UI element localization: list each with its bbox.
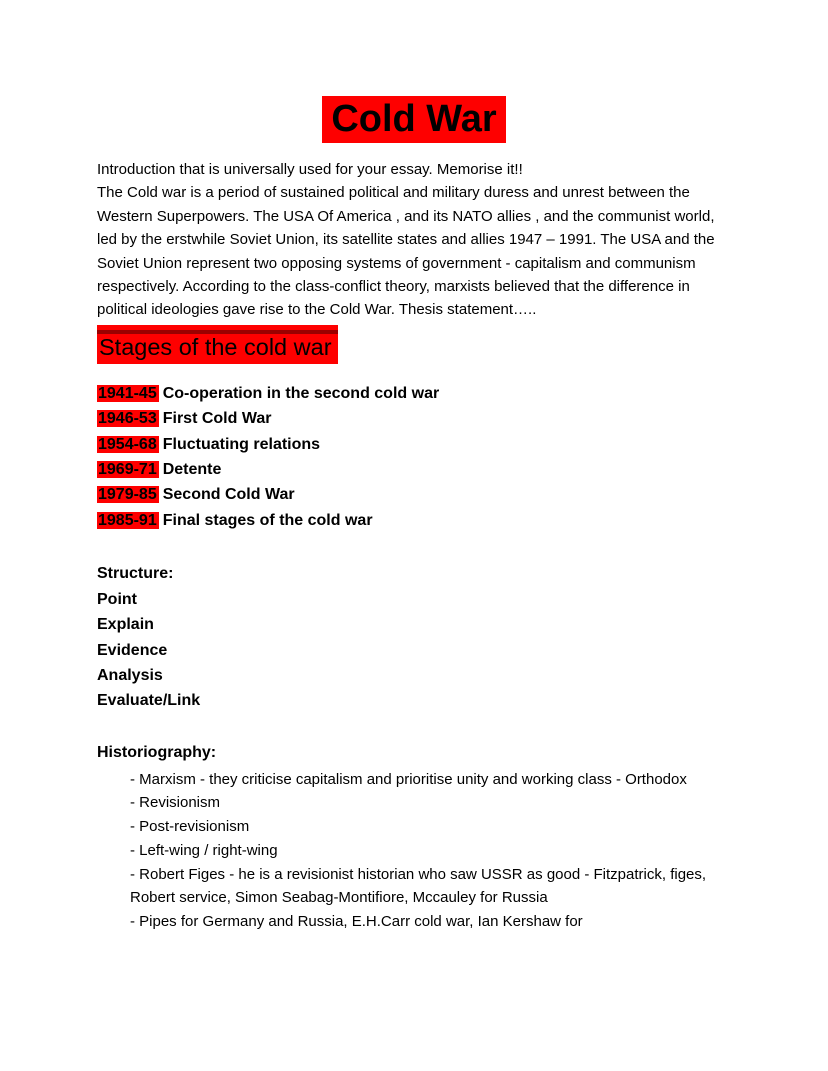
stage-item bbox=[97, 457, 731, 482]
historiography-list bbox=[130, 768, 731, 934]
stages-list bbox=[97, 381, 731, 533]
stage-label: Fluctuating relations bbox=[162, 435, 321, 453]
stage-item bbox=[97, 508, 731, 533]
historiography-item: - Robert Figes - he is a revisionist historian who saw USSR as good - Fitzpatrick, figes, Robert service, Simon Seabag-Montifiore, Mccauley for Russia bbox=[130, 865, 707, 907]
stage-item bbox=[97, 381, 731, 406]
stage-item bbox=[97, 482, 731, 507]
title-row bbox=[97, 0, 731, 143]
historiography-item: - Marxism - they criticise capitalism and prioritise unity and working class - Orthodox bbox=[130, 770, 687, 788]
stage-item bbox=[97, 406, 731, 431]
structure-item: Analysis bbox=[97, 666, 163, 684]
stage-years-highlight: 1985-91 bbox=[98, 511, 157, 529]
stage-label: Final stages of the cold war bbox=[162, 511, 373, 529]
stage-years-highlight: 1969-71 bbox=[98, 461, 157, 479]
stage-years-highlight: 1954-68 bbox=[98, 435, 157, 453]
introduction-paragraph: The Cold war is a period of sustained political and military duress and unrest between the Western Superpowers. The USA Of America , and its NATO allies , and the communist world, led by the erstwhile Soviet Union, its satellite states and allies 1947 – 1991. The USA and the Soviet Union represent two opposing systems of government - capitalism and communism respectively. According to the class-conflict theory, marxists believed that the difference in political ideologies gave rise to the Cold War. Thesis statement….. bbox=[97, 184, 715, 319]
introduction-lead: Introduction that is universally used for your essay. Memorise it!! bbox=[97, 161, 523, 178]
historiography-heading: Historiography: bbox=[97, 743, 217, 761]
structure-section bbox=[97, 561, 731, 713]
historiography-item: - Pipes for Germany and Russia, E.H.Carr cold war, Ian Kershaw for bbox=[130, 912, 583, 930]
stage-label: Co-operation in the second cold war bbox=[162, 384, 440, 402]
stage-years-highlight: 1941-45 bbox=[98, 384, 157, 402]
stage-label: First Cold War bbox=[162, 410, 272, 428]
stage-years-highlight: 1946-53 bbox=[98, 410, 157, 428]
introduction-section bbox=[97, 158, 731, 322]
structure-item: Evidence bbox=[97, 641, 168, 659]
historiography-item: - Post-revisionism bbox=[130, 818, 250, 836]
stage-years-highlight: 1979-85 bbox=[98, 486, 157, 504]
structure-item: Evaluate/Link bbox=[97, 692, 201, 710]
stages-heading-row bbox=[97, 325, 731, 364]
stage-label: Detente bbox=[162, 461, 222, 479]
historiography-item: - Revisionism bbox=[130, 794, 221, 812]
document-title: Cold War bbox=[322, 96, 505, 143]
historiography-item: - Left-wing / right-wing bbox=[130, 841, 278, 859]
structure-item: Explain bbox=[97, 616, 154, 634]
historiography-section bbox=[97, 740, 731, 934]
stage-label: Second Cold War bbox=[162, 486, 295, 504]
structure-item: Point bbox=[97, 590, 137, 608]
structure-heading: Structure: bbox=[97, 565, 174, 583]
stage-item bbox=[97, 432, 731, 457]
stages-heading: Stages of the cold war bbox=[97, 325, 338, 364]
